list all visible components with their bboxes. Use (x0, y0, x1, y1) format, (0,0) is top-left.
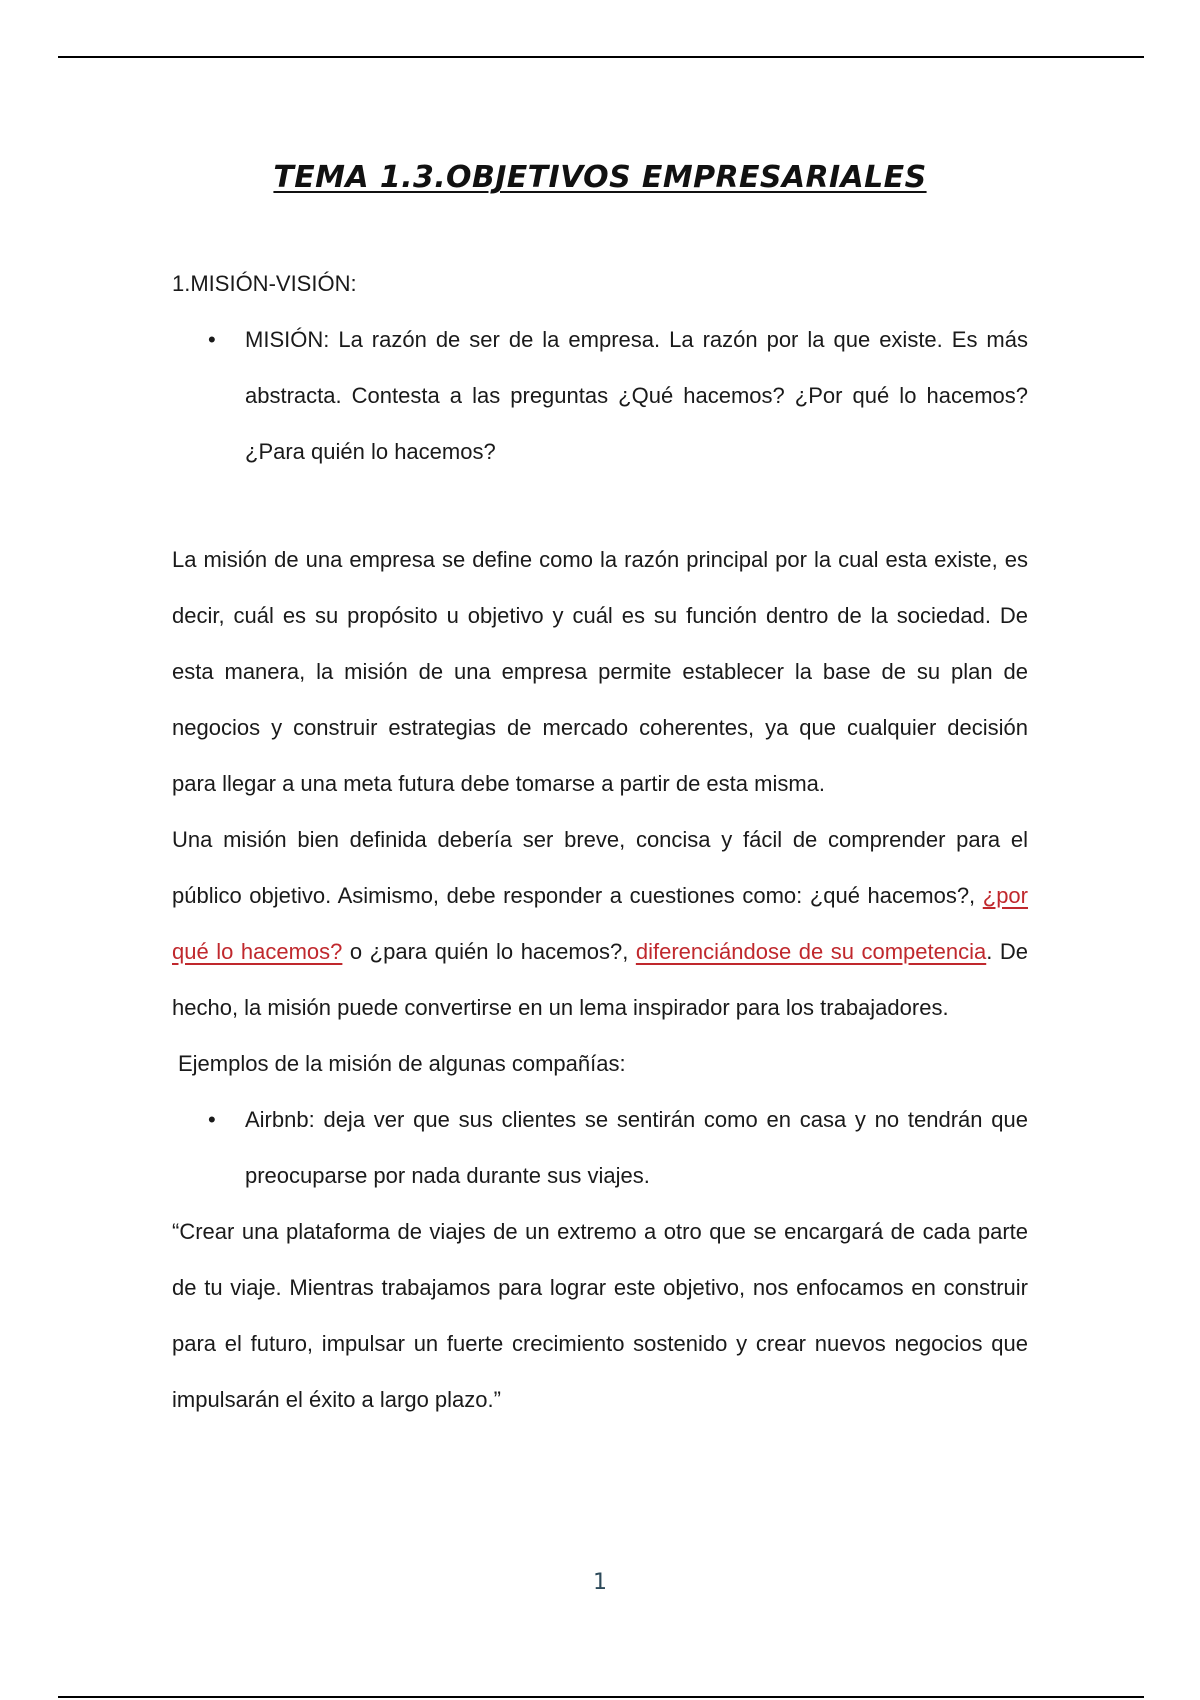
section-heading: 1.MISIÓN-VISIÓN: (172, 271, 357, 296)
mision-list (172, 312, 1028, 480)
document-body (172, 256, 1028, 1428)
header-rule (58, 56, 1144, 58)
page-title: TEMA 1.3.OBJETIVOS EMPRESARIALES (273, 160, 927, 196)
link-por-que-lo-hacemos[interactable]: ¿por qué lo hacemos? (172, 883, 1028, 964)
link-diferenciandose[interactable]: diferenciándose de su competencia (635, 939, 987, 964)
airbnb-bullet-text: Airbnb: deja ver que sus clientes se sentirán como en casa y no tendrán que preocuparse por nada durante sus viajes. (245, 1107, 1028, 1188)
examples-list (172, 1092, 1028, 1204)
paragraph: La misión de una empresa se define como la razón principal por la cual esta existe, es decir, cuál es su propósito u objetivo y cuál es su función dentro de la sociedad. De esta manera, la misión de una empresa permite establecer la base de su plan de negocios y construir estrategias de mercado coherentes, ya que cualquier decisión para llegar a una meta futura debe tomarse a partir de esta misma. (172, 547, 1028, 796)
bullet-icon: • (208, 327, 216, 352)
page-number: 1 (593, 1570, 607, 1595)
bullet-icon: • (208, 1107, 216, 1132)
footer-rule (58, 1696, 1144, 1698)
list-item (172, 312, 1028, 480)
airbnb-quote: “Crear una plataforma de viajes de un extremo a otro que se encargará de cada parte de tu viaje. Mientras trabajamos para lograr este objetivo, nos enfocamos en construir para el futuro, impulsar un fuerte crecimiento sostenido y crear nuevos negocios que impulsarán el éxito a largo plazo.” (172, 1219, 1028, 1412)
paragraph: Una misión bien definida debería ser breve, concisa y fácil de comprender para el público objetivo. Asimismo, debe responder a cuestiones como: ¿qué hacemos?, ¿por qué lo hacemos? o ¿para quién lo hacemos?, diferenciándose de su competencia. De hecho, la misión puede convertirse en un lema inspirador para los trabajadores. (172, 827, 1028, 1020)
mision-bullet-text: MISIÓN: La razón de ser de la empresa. La razón por la que existe. Es más abstracta. Contesta a las preguntas ¿Qué hacemos? ¿Por qué lo hacemos? ¿Para quién lo hacemos? (245, 327, 1028, 464)
examples-heading: Ejemplos de la misión de algunas compañías: (178, 1051, 626, 1076)
list-item (172, 1092, 1028, 1204)
